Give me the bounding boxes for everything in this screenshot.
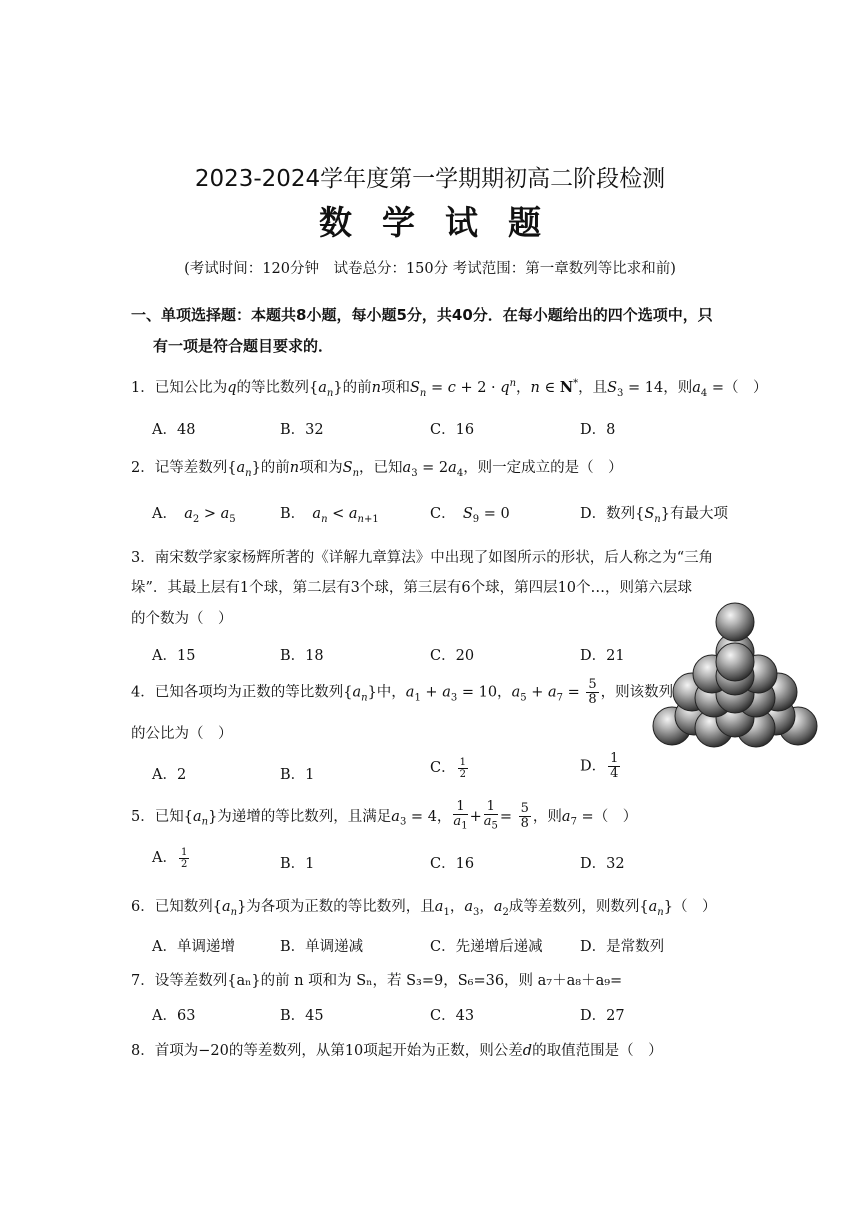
exam-title: 2023-2024学年度第一学期期初高二阶段检测 [194, 166, 666, 192]
question-3-line1: 3．南宋数学家家杨辉所著的《详解九章算法》中出现了如图所示的形状，后人称之为“三角 [131, 550, 714, 566]
section-heading-line2: 有一项是符合题目要求的． [153, 337, 334, 355]
question-3-line3: 的个数为（ ） [131, 611, 233, 627]
q5-option-a: A． $\frac{1}{2}$ [152, 846, 188, 870]
q1-option-a: A．48 [152, 422, 196, 438]
q1-option-c: C．16 [430, 422, 475, 438]
exam-info: (考试时间：120分钟 试卷总分：150分 考试范围：第一章数列等比求和前) [184, 261, 676, 277]
q3-option-d: D．21 [580, 648, 625, 664]
q7-option-c: C．43 [430, 1008, 475, 1024]
q4-option-b: B．1 [280, 767, 315, 783]
q6-option-c: C．先递增后递减 [430, 939, 543, 955]
subject-title: 数学试题 [319, 203, 571, 242]
question-6-stem: 6．已知数列$\{a_n\}$为各项为正数的等比数列，且$a_1$，$a_3$，$a_2$成等差数列，则数列$\{a_n\}$（ ） [131, 899, 717, 918]
question-4-line2: 的公比为（ ） [131, 726, 233, 742]
q4-option-c: C． $\frac{1}{2}$ [430, 756, 466, 780]
q2-option-a: A． $a_2 > a_5$ [152, 506, 236, 525]
question-7-stem: 7．设等差数列{aₙ}的前 n 项和为 Sₙ，若 S₃=9，S₆=36，则 a₇＋a₈＋a₉= [131, 973, 623, 989]
q3-option-b: B．18 [280, 648, 324, 664]
question-3-line2: 垛”．其最上层有1个球，第二层有3个球，第三层有6个球，第四层10个…，则第六层球 [131, 580, 693, 596]
question-1-stem: 1．已知公比为q的等比数列$\{a_n\}$的前n项和$S_n = c + 2 \cdot q^n$，n ∈ N*，且$S_3 = 14$，则$a_4$ =（ ） [131, 378, 768, 399]
q5-option-d: D．32 [580, 856, 625, 872]
q6-option-a: A．单调递增 [152, 939, 235, 955]
q3-option-c: C．20 [430, 648, 475, 664]
q7-option-b: B．45 [280, 1008, 324, 1024]
q6-option-d: D．是常数列 [580, 939, 665, 955]
q2-option-c: C． $S_9 = 0$ [430, 506, 510, 525]
q3-option-a: A．15 [152, 648, 196, 664]
section-heading-line1: 一、单项选择题：本题共8小题，每小题5分，共40分．在每小题给出的四个选项中，只 [131, 306, 713, 324]
q2-option-d-text: 有最大项 [669, 506, 728, 522]
q5-option-c: C．16 [430, 856, 475, 872]
question-2-stem: 2．记等差数列$\{a_n\}$的前n项和为$S_n$，已知$a_3 = 2a_4$，则一定成立的是（ ） [131, 460, 623, 479]
question-8-stem: 8．首项为−20的等差数列，从第10项起开始为正数，则公差d的取值范围是（ ） [131, 1043, 663, 1059]
sphere-pile-icon [650, 600, 820, 752]
question-4-stem: 4．已知各项均为正数的等比数列$\{a_n\}$中，$a_1 + a_3 = 10$，$a_5 + a_7$ = $\frac{5}{8}$ ，则该数列 [131, 677, 674, 707]
q2-option-d: D．数列$\{S_n\}$有最大项 [580, 506, 728, 525]
q4-option-d: D． $\frac{1}{4}$ [580, 751, 619, 781]
q7-option-a: A．63 [152, 1008, 196, 1024]
q5-option-b: B．1 [280, 856, 315, 872]
q1-option-d: D．8 [580, 422, 616, 438]
question-5-stem: 5．已知$\{a_n\}$为递增的等比数列，且满足$a_3 = 4$， $\frac{1}{a_1}$ + $\frac{1}{a_5}$ = $\frac{5}{8}$ ，则$a_7$ =（ ） [131, 799, 638, 832]
q2-option-b: B． $a_n < a_{n+1}$ [280, 506, 379, 525]
q7-option-d: D．27 [580, 1008, 625, 1024]
q4-option-a: A．2 [152, 767, 187, 783]
q1-option-b: B．32 [280, 422, 324, 438]
q6-option-b: B．单调递减 [280, 939, 364, 955]
